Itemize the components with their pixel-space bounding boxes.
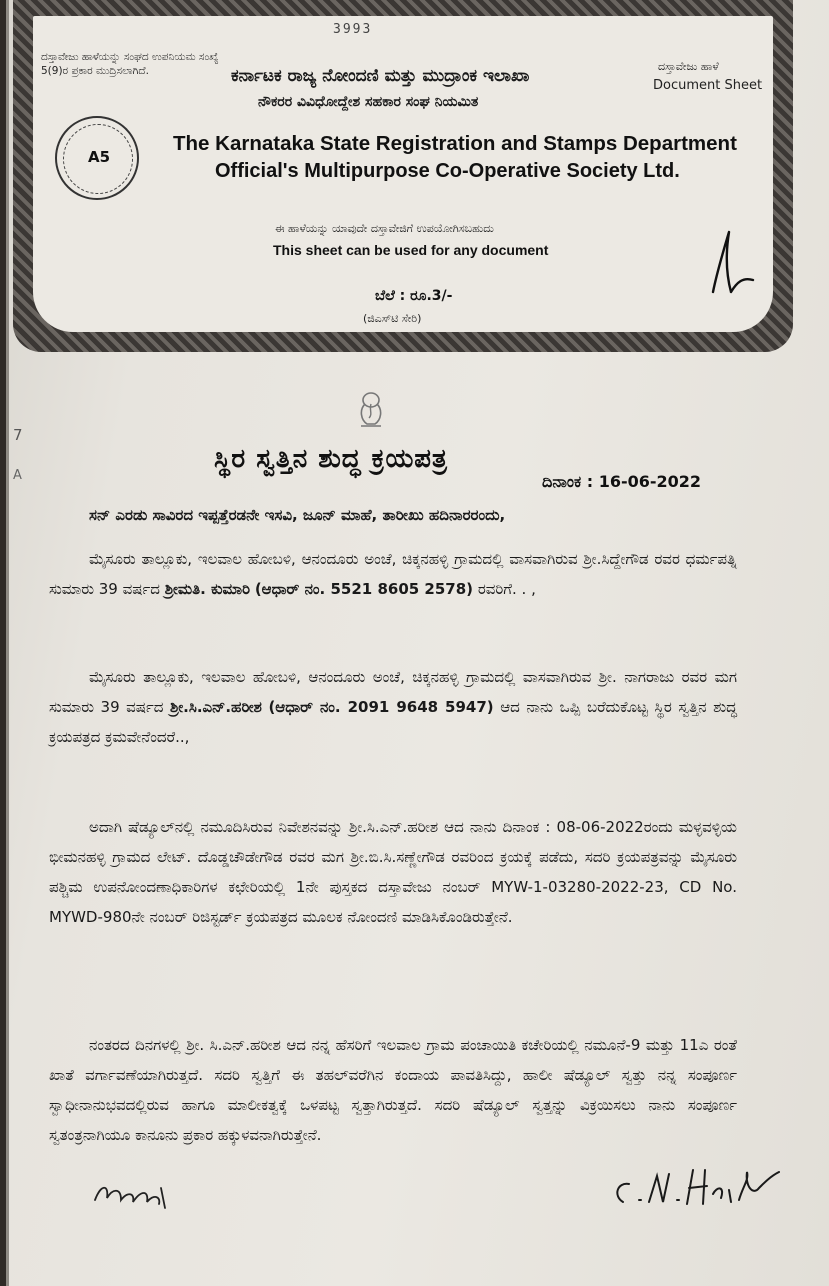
paragraph-text: ಆದ ನಾನು ಒಪ್ಪಿ ಬರೆದುಕೊಟ್ಟ ಸ್ಥಿರ ಸ್ವತ್ತಿನ ಶುದ್ಧ ಕ್ರಯಪತ್ರದ ಕ್ರಮವೇನೆಂದರೆ.., — [49, 698, 737, 746]
usage-note-kn: ಈ ಹಾಳೆಯನ್ನು ಯಾವುದೇ ದಸ್ತಾವೇಜಿಗೆ ಉಪಯೋಗಿಸಬಹುದು — [275, 222, 494, 235]
society-seal — [55, 116, 139, 200]
margin-mark: 7 — [13, 426, 23, 444]
gst-note: (ಜಿಎಸ್‌ಟಿ ಸೇರಿ) — [363, 312, 422, 325]
document-page — [6, 0, 829, 1286]
opening-line: ಸನ್ ಎರಡು ಸಾವಿರದ ಇಪ್ಪತ್ತೆರಡನೇ ಇಸವಿ, ಜೂನ್ ಮಾಹೆ, ತಾರೀಖು ಹದಿನಾರರಂದು, — [89, 506, 506, 524]
document-title: ಸ್ಥಿರ ಸ್ವತ್ತಿನ ಶುದ್ಧ ಕ್ರಯಪತ್ರ — [214, 444, 448, 474]
document-sheet-label: Document Sheet — [653, 78, 763, 93]
stamp-paper-border — [13, 0, 793, 352]
ganesha-emblem-icon — [349, 386, 393, 430]
usage-note: This sheet can be used for any document — [273, 242, 549, 258]
paragraph-text: ರವರಿಗೆ. . , — [477, 580, 536, 598]
seal-text: A5 — [87, 148, 111, 166]
paragraph-buyer — [49, 544, 737, 604]
margin-mark: A — [13, 468, 22, 483]
paragraph-text: ಮೈಸೂರು ತಾಲ್ಲೂಕು, ಇಲವಾಲ ಹೋಬಳಿ, ಆನಂದೂರು ಅಂಚೆ, ಚಿಕ್ಕನಹಳ್ಳಿ ಗ್ರಾಮದಲ್ಲಿ ವಾಸವಾಗಿರುವ ಶ್ರೀ. ನಾಗರಾಜು ರವರ ಮಗ ಸುಮಾರು 39 ವರ್ಷದ — [49, 668, 737, 716]
price-label: ಬೆಲೆ : ರೂ.3/- — [375, 288, 453, 304]
document-date: ದಿನಾಂಕ : 16-06-2022 — [542, 472, 702, 491]
buyer-aadhaar: (ಆಧಾರ್ ನಂ. 5521 8605 2578) — [254, 580, 474, 598]
document-sheet-label-kn: ದಸ್ತಾವೇಜು ಹಾಳೆ — [658, 60, 719, 73]
paragraph-text: ಮೈಸೂರು ತಾಲ್ಲೂಕು, ಇಲವಾಲ ಹೋಬಳಿ, ಆನಂದೂರು ಅಂಚೆ, ಚಿಕ್ಕನಹಳ್ಳಿ ಗ್ರಾಮದಲ್ಲಿ ವಾಸವಾಗಿರುವ ಶ್ರೀ.ಸಿದ್ದೇಗೌಡ ರವರ ಧರ್ಮಪತ್ನಿ ಸುಮಾರು 39 ವರ್ಷದ — [49, 550, 737, 598]
paragraph-seller — [49, 662, 737, 752]
buyer-signature-icon — [91, 1174, 181, 1214]
seller-signature-icon — [609, 1156, 789, 1226]
department-name-kn: ಕರ್ನಾಟಕ ರಾಜ್ಯ ನೋಂದಣಿ ಮತ್ತು ಮುದ್ರಾಂಕ ಇಲಾಖಾ — [231, 66, 530, 86]
department-name: The Karnataka State Registration and Stamps Department — [173, 132, 737, 155]
buyer-name: ಶ್ರೀಮತಿ. ಕುಮಾರಿ — [164, 580, 251, 598]
seller-aadhaar: (ಆಧಾರ್ ನಂ. 2091 9648 5947) — [268, 698, 494, 716]
society-name-kn: ನೌಕರರ ವಿವಿಧೋದ್ದೇಶ ಸಹಕಾರ ಸಂಘ ನಿಯಮಿತ — [258, 94, 479, 110]
seller-name: ಶ್ರೀ.ಸಿ.ಎನ್.ಹರೀಶ — [169, 698, 262, 716]
society-name: Official's Multipurpose Co-Operative Society Ltd. — [215, 160, 680, 182]
initials-signature-icon — [695, 222, 755, 302]
printing-note: ದಸ್ತಾವೇಜು ಹಾಳೆಯನ್ನು ಸಂಘದ ಉಪನಿಯಮ ಸಂಖ್ಯೆ 5(9)ರ ಪ್ರಕಾರ ಮುದ್ರಿಸಲಾಗಿದೆ. — [41, 51, 219, 77]
serial-number: 3993 — [333, 22, 373, 37]
paragraph-ownership: ನಂತರದ ದಿನಗಳಲ್ಲಿ ಶ್ರೀ. ಸಿ.ಎನ್.ಹರೀಶ ಆದ ನನ್ನ ಹೆಸರಿಗೆ ಇಲವಾಲ ಗ್ರಾಮ ಪಂಚಾಯಿತಿ ಕಚೇರಿಯಲ್ಲಿ ನಮೂನೆ-9 ಮತ್ತು 11ಎ ರಂತೆ ಖಾತೆ ವರ್ಗಾವಣೆಯಾಗಿರುತ್ತದೆ. ಸದರಿ ಸ್ವತ್ತಿಗೆ ಈ ತಹಲ್‌ವರೆಗಿನ ಕಂದಾಯ ಪಾವತಿಸಿದ್ದು, ಹಾಲೀ ಷೆಡ್ಯೂಲ್ ಸ್ವತ್ತು ನನ್ನ ಸಂಪೂರ್ಣ ಸ್ವಾಧೀನಾನುಭವದಲ್ಲಿರುವ ಹಾಗೂ ಮಾಲೀಕತ್ವಕ್ಕೆ ಒಳಪಟ್ಟ ಸ್ವತ್ತಾಗಿರುತ್ತದೆ. ಸದರಿ ಷೆಡ್ಯೂಲ್ ಸ್ವತ್ತನ್ನು ವಿಕ್ರಯಿಸಲು ನಾನು ಸಂಪೂರ್ಣ ಸ್ವತಂತ್ರನಾಗಿಯೂ ಕಾನೂನು ಪ್ರಕಾರ ಹಕ್ಕುಳವನಾಗಿರುತ್ತೇನೆ. — [49, 1036, 737, 1144]
paragraph-acquisition: ಅದಾಗಿ ಷೆಡ್ಯೂಲ್‌ನಲ್ಲಿ ನಮೂದಿಸಿರುವ ನಿವೇಶನವನ್ನು ಶ್ರೀ.ಸಿ.ಎನ್.ಹರೀಶ ಆದ ನಾನು ದಿನಾಂಕ : 08-06-2022ರಂದು ಮಳ್ಳವಳ್ಳಿಯ ಭೀಮನಹಳ್ಳಿ ಗ್ರಾಮದ ಲೇಟ್. ದೊಡ್ಡಚೌಡೇಗೌಡ ರವರ ಮಗ ಶ್ರೀ.ಬಿ.ಸಿ.ಸಣ್ಣೇಗೌಡ ರವರಿಂದ ಕ್ರಯಕ್ಕೆ ಪಡೆದು, ಸದರಿ ಕ್ರಯಪತ್ರವನ್ನು ಮೈಸೂರು ಪಶ್ಚಿಮ ಉಪನೋಂದಣಾಧಿಕಾರಿಗಳ ಕಛೇರಿಯಲ್ಲಿ 1ನೇ ಪುಸ್ತಕದ ದಸ್ತಾವೇಜು ನಂಬರ್ MYW-1-03280-2022-23, CD No. MYWD-980ನೇ ನಂಬರ್ ರಿಜಿಸ್ಟರ್ಡ್ ಕ್ರಯಪತ್ರದ ಮೂಲಕ ನೋಂದಣಿ ಮಾಡಿಸಿಕೊಂಡಿರುತ್ತೇನೆ. — [49, 818, 737, 926]
stamp-paper-header — [33, 16, 773, 332]
